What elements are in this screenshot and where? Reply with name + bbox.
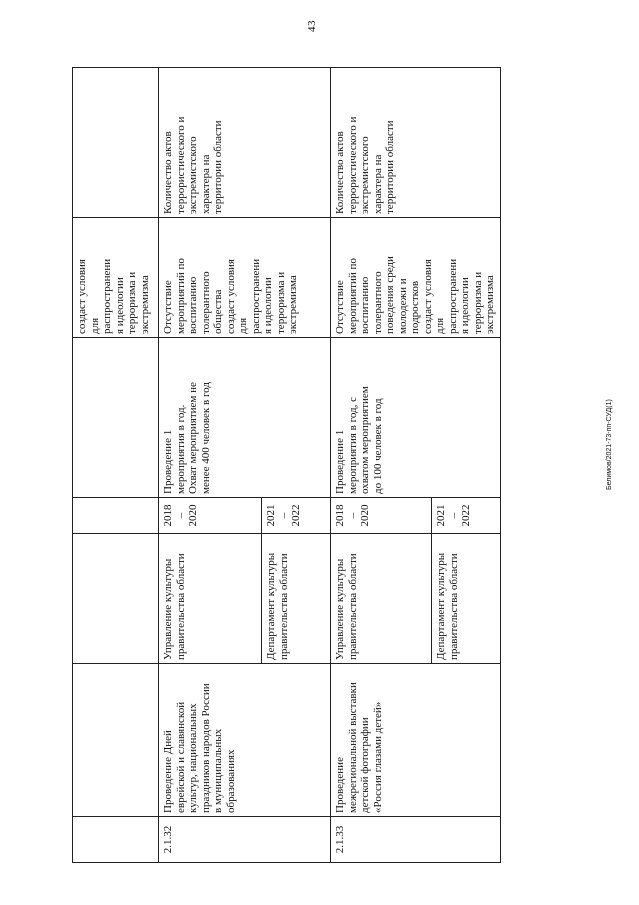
- period: 2021 – 2022: [432, 498, 500, 534]
- effect-cell: Отсутствие мероприятий по воспитанию толерантного общества создаст условия для распространени я идеологии терроризма и экстремизма: [159, 218, 331, 338]
- effect-cell: создаст условия для распространени я идеологии терроризма и экстремизма: [73, 218, 159, 338]
- page-number: 43: [306, 20, 318, 32]
- effect-cell: Отсутствие мероприятий по воспитанию толерантного поведения среди молодежи и подростков создаст условия для распространени я идеологии терроризма и экстремизма: [331, 218, 501, 338]
- row-number: 2.1.33: [331, 817, 501, 863]
- document-code: Белимов/2021-73-пп-СУД(1): [606, 399, 613, 490]
- executor: Департамент культуры правительства области: [432, 534, 500, 664]
- executor: Управление культуры правительства области: [159, 534, 262, 664]
- table-row: [331, 68, 432, 863]
- table-row: [73, 68, 159, 863]
- expected-result: Проведение 1 мероприятия в год, с охватом мероприятием до 100 человек в год: [331, 338, 501, 498]
- period: 2018 – 2020: [331, 498, 432, 534]
- measure-name: Проведение Дней еврейской и славянской культур, национальных праздников народов России в муниципальных образованиях: [159, 664, 331, 817]
- indicator: Количество актов террористического и экстремистского характера на территории области: [331, 68, 501, 218]
- row-number: 2.1.32: [159, 817, 331, 863]
- executor: Управление культуры правительства области: [331, 534, 432, 664]
- period: 2018 – 2020: [159, 498, 262, 534]
- executor: Департамент культуры правительства области: [262, 534, 331, 664]
- period: 2021 – 2022: [262, 498, 331, 534]
- indicator: Количество актов террористического и экстремистского характера на территории области: [159, 68, 331, 218]
- table-row: [159, 68, 262, 863]
- expected-result: Проведение 1 мероприятия в год. Охват мероприятием не менее 400 человек в год: [159, 338, 331, 498]
- measure-name: Проведение межрегиональной выставки детской фотографии «Россия глазами детей»: [331, 664, 501, 817]
- measures-table: [72, 68, 496, 863]
